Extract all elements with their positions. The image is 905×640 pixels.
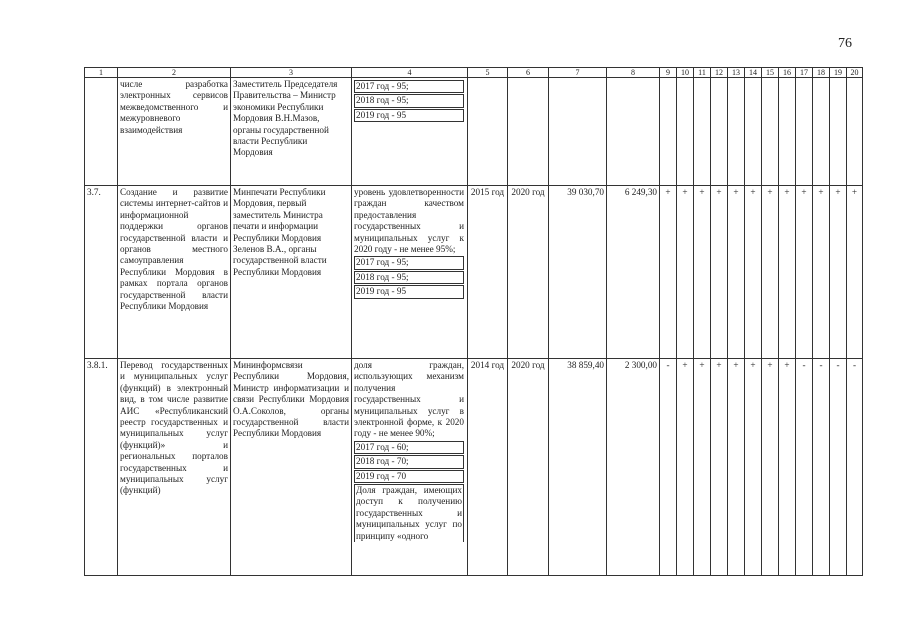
period-mark: + xyxy=(813,186,830,359)
column-number: 17 xyxy=(796,68,813,78)
column-number: 12 xyxy=(711,68,728,78)
period-mark: + xyxy=(728,359,745,576)
activity-name: Перевод государственных и муниципальных услуг (функций) в электронный вид, в том числе развитие АИС «Республиканский реестр государственных и муниципальных услуг (функций)» и региональных порталов государственных и муниципальных услуг (функций) xyxy=(118,359,231,576)
indicator-year-value: 2018 год - 95; xyxy=(354,271,464,284)
period-mark: + xyxy=(830,186,847,359)
target-indicator xyxy=(352,78,468,186)
indicator-year-value: 2017 год - 60; xyxy=(354,441,464,454)
column-number: 3 xyxy=(231,68,352,78)
period-mark: + xyxy=(745,186,762,359)
period-mark: + xyxy=(660,186,677,359)
period-mark xyxy=(694,78,711,186)
column-number: 9 xyxy=(660,68,677,78)
period-mark: + xyxy=(677,186,694,359)
column-number: 8 xyxy=(607,68,660,78)
column-number: 20 xyxy=(847,68,863,78)
total-funding xyxy=(549,78,607,186)
program-table xyxy=(84,67,863,576)
column-number: 14 xyxy=(745,68,762,78)
period-mark: + xyxy=(711,359,728,576)
start-year xyxy=(468,78,508,186)
column-number: 5 xyxy=(468,68,508,78)
column-number: 6 xyxy=(508,68,549,78)
period-mark: + xyxy=(677,359,694,576)
column-number: 19 xyxy=(830,68,847,78)
activity-name: Создание и развитие системы интернет-сайтов и информационной поддержки органов государственной власти и органов местного самоуправления Республики Мордовия в рамках портала органов государственной власти Республики Мордовия xyxy=(118,186,231,359)
table-row xyxy=(85,186,863,359)
period-mark xyxy=(779,78,796,186)
period-mark: + xyxy=(762,186,779,359)
table-row xyxy=(85,78,863,186)
indicator-year-value: 2017 год - 95; xyxy=(354,80,464,93)
activity-name: числе разработка электронных сервисов межведомственного и межуровневого взаимодействия xyxy=(118,78,231,186)
indicator-description: уровень удовлетворенности граждан качеством предоставления государственных и муниципальных услуг к 2020 году - не менее 95%; xyxy=(354,187,464,255)
period-mark xyxy=(796,78,813,186)
item-number: 3.8.1. xyxy=(85,359,118,576)
period-mark xyxy=(677,78,694,186)
column-number: 16 xyxy=(779,68,796,78)
column-number: 1 xyxy=(85,68,118,78)
period-mark: - xyxy=(660,359,677,576)
indicator-year-value: 2019 год - 70 xyxy=(354,470,464,483)
column-number: 13 xyxy=(728,68,745,78)
column-number: 4 xyxy=(352,68,468,78)
period-mark: + xyxy=(779,359,796,576)
indicator-year-value: 2017 год - 95; xyxy=(354,256,464,269)
start-year: 2014 год xyxy=(468,359,508,576)
start-year: 2015 год xyxy=(468,186,508,359)
period-mark: - xyxy=(813,359,830,576)
period-mark: + xyxy=(779,186,796,359)
period-mark: - xyxy=(847,359,863,576)
period-mark: + xyxy=(796,186,813,359)
item-number: 3.7. xyxy=(85,186,118,359)
column-number: 10 xyxy=(677,68,694,78)
column-number: 2 xyxy=(118,68,231,78)
column-number: 18 xyxy=(813,68,830,78)
column-number: 7 xyxy=(549,68,607,78)
period-mark xyxy=(847,78,863,186)
table-row xyxy=(85,359,863,576)
funding-amount: 6 249,30 xyxy=(607,186,660,359)
column-number: 11 xyxy=(694,68,711,78)
end-year: 2020 год xyxy=(508,359,549,576)
funding-amount xyxy=(607,78,660,186)
indicator-description-secondary: Доля граждан, имеющих доступ к получению государственных и муниципальных услуг по принципу «одного xyxy=(356,485,462,541)
period-mark: + xyxy=(694,359,711,576)
target-indicator xyxy=(352,186,468,359)
item-number xyxy=(85,78,118,186)
responsible-executor: Минпечати Республики Мордовия, первый заместитель Министра печати и информации Республики Мордовия Зеленов В.А., органы государственной власти Республики Мордовия xyxy=(231,186,352,359)
period-mark xyxy=(660,78,677,186)
period-mark: + xyxy=(728,186,745,359)
period-mark: + xyxy=(762,359,779,576)
indicator-year-value: 2018 год - 70; xyxy=(354,455,464,468)
responsible-executor: Заместитель Председателя Правительства – Министр экономики Республики Мордовия В.Н.Мазов, органы государственной власти Республики Мордовия xyxy=(231,78,352,186)
end-year xyxy=(508,78,549,186)
period-mark xyxy=(830,78,847,186)
period-mark: + xyxy=(711,186,728,359)
period-mark xyxy=(728,78,745,186)
period-mark xyxy=(813,78,830,186)
period-mark: + xyxy=(694,186,711,359)
period-mark xyxy=(762,78,779,186)
period-mark: + xyxy=(745,359,762,576)
target-indicator xyxy=(352,359,468,576)
page-number: 76 xyxy=(838,36,852,51)
funding-amount: 2 300,00 xyxy=(607,359,660,576)
indicator-year-value: 2018 год - 95; xyxy=(354,94,464,107)
end-year: 2020 год xyxy=(508,186,549,359)
column-number: 15 xyxy=(762,68,779,78)
period-mark xyxy=(745,78,762,186)
indicator-year-value: 2019 год - 95 xyxy=(354,285,464,298)
period-mark: + xyxy=(847,186,863,359)
column-number-header-row xyxy=(85,68,863,78)
responsible-executor: Мининформсвязи Республики Мордовия, Министр информатизации и связи Республики Мордовия О.А.Соколов, органы государственной власти Республики Мордовия xyxy=(231,359,352,576)
period-mark xyxy=(711,78,728,186)
indicator-year-value: 2019 год - 95 xyxy=(354,109,464,122)
period-mark: - xyxy=(796,359,813,576)
period-mark: - xyxy=(830,359,847,576)
indicator-description: доля граждан, использующих механизм получения государственных и муниципальных услуг в электронной форме, к 2020 году - не менее 90%; xyxy=(354,360,464,439)
total-funding: 39 030,70 xyxy=(549,186,607,359)
total-funding: 38 859,40 xyxy=(549,359,607,576)
